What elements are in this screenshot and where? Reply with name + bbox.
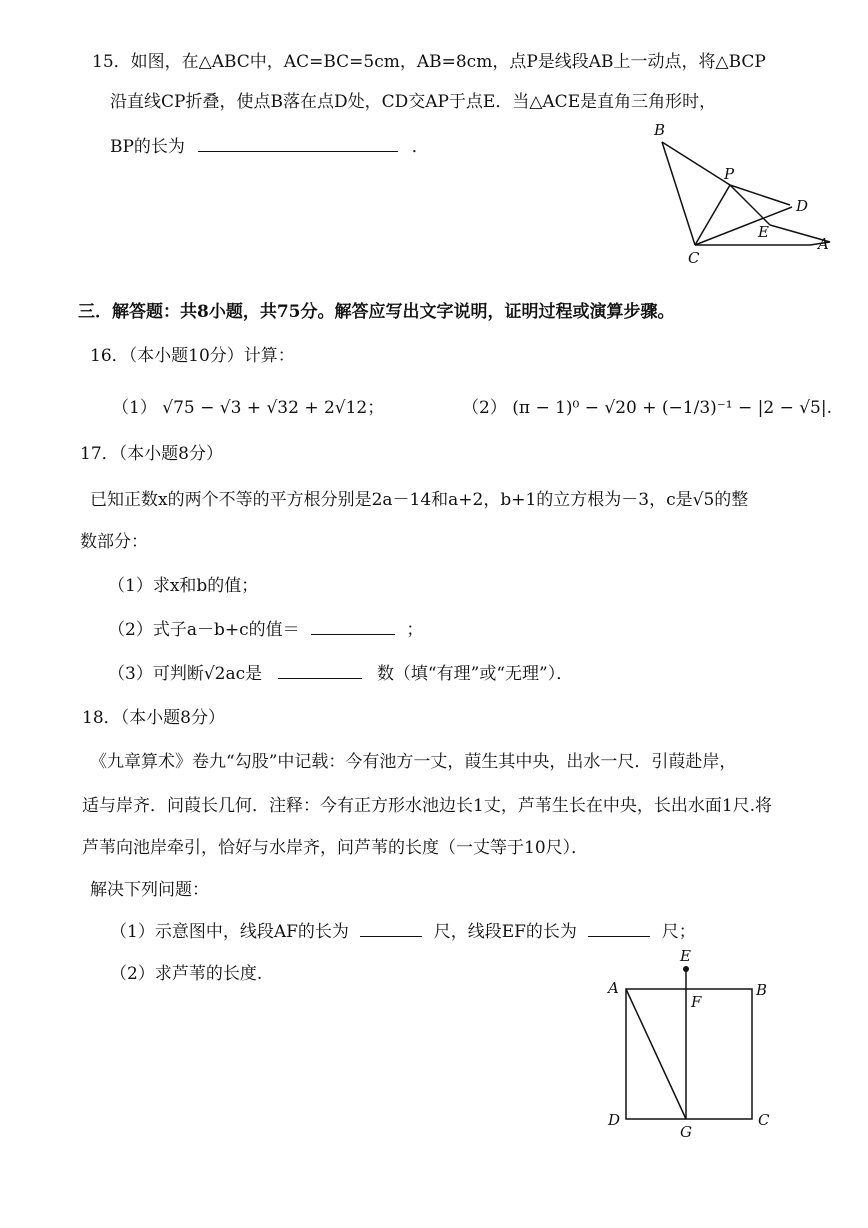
q16-part2-expr: (π − 1)⁰ − √20 + (−1/3)⁻¹ − |2 − √5|. [512, 398, 833, 418]
q16-title [90, 344, 295, 368]
q17-part2-blank[interactable] [311, 616, 395, 635]
q17-part2-suffix: ； [406, 620, 424, 640]
q18-part2 [110, 962, 262, 986]
q15-answer-blank[interactable] [198, 133, 398, 152]
q18-title-text: 18．（本小题8分） [82, 708, 225, 728]
q15-line3 [110, 133, 429, 159]
q16-part2-label: （2） [462, 398, 507, 418]
q16-part1-expr: √75 − √3 + √32 + 2√12； [162, 398, 385, 418]
q18-stem-line2-text: 适与岸齐．问葭长几何．注释：今有正方形水池边长1丈，芦苇生长在中央，长出水面1尺.将 [82, 796, 773, 816]
q18-label-C: C [758, 1111, 770, 1129]
q15-line2-text: 沿直线CP折叠，使点B落在点D处，CD交AP于点E．当△ACE是直角三角形时， [110, 92, 717, 112]
q15-label-D: D [796, 197, 809, 215]
q17-title-text: 17．（本小题8分） [80, 444, 223, 464]
q18-solve-prompt-text: 解决下列问题： [90, 880, 209, 900]
q16-title-text: 16．（本小题10分）计算： [90, 346, 295, 366]
q18-part1 [110, 918, 696, 944]
q18-part1-suffix: 尺； [661, 922, 696, 942]
q15-line1-text: 15．如图，在△ABC中，AC=BC=5cm，AB=8cm，点P是线段AB上一动点，将△BCP [92, 52, 766, 72]
q16-part1 [112, 396, 384, 420]
q18-part1-prefix: （1）示意图中，线段AF的长为 [110, 922, 349, 942]
q17-stem-line2-text: 数部分： [80, 532, 148, 552]
q18-part1-mid: 尺，线段EF的长为 [433, 922, 577, 942]
q15-label-P: P [724, 165, 735, 183]
q15-label-A: A [818, 235, 829, 253]
q18-af-blank[interactable] [360, 918, 422, 937]
q15-figure [640, 115, 840, 275]
q17-part3 [108, 660, 573, 686]
q17-part2 [108, 616, 423, 642]
q15-label-E: E [758, 223, 769, 241]
section3-heading-text: 三．解答题：共8小题，共75分。解答应写出文字说明，证明过程或演算步骤。 [78, 302, 675, 322]
q18-label-A: A [608, 979, 619, 997]
q18-stem-line2 [82, 794, 772, 818]
q18-stem-line3 [82, 836, 588, 860]
q18-title [82, 706, 225, 730]
q18-label-D: D [608, 1111, 621, 1129]
q17-part2-prefix: （2）式子a－b+c的值＝ [108, 620, 300, 640]
q17-stem-line1-text: 已知正数x的两个不等的平方根分别是2a－14和a+2，b+1的立方根为－3，c是√5的整 [90, 490, 749, 510]
q17-stem-line1 [90, 488, 748, 512]
q18-ef-blank[interactable] [588, 918, 650, 937]
q17-part1 [108, 574, 258, 598]
q18-label-F: F [691, 993, 702, 1011]
q18-label-B: B [756, 981, 768, 999]
q17-title [80, 442, 223, 466]
q18-stem-line1-text: 《九章算术》卷九“勾股”中记载：今有池方一丈，葭生其中央，出水一尺．引葭赴岸， [90, 752, 737, 772]
q17-part3-suffix: 数（填“有理”或“无理”）． [376, 664, 574, 684]
section3-heading [78, 300, 674, 324]
q18-stem-line1 [90, 750, 736, 774]
q17-part3-blank[interactable] [278, 660, 362, 679]
q18-part2-text: （2）求芦苇的长度. [110, 964, 263, 984]
q15-label-C: C [688, 249, 700, 267]
q17-part1-text: （1）求x和b的值； [108, 576, 259, 596]
q16-part1-label: （1） [112, 398, 157, 418]
q15-line2 [110, 90, 716, 114]
q16-part2 [462, 396, 832, 420]
q17-stem-line2 [80, 530, 148, 554]
q15-label-B: B [654, 121, 666, 139]
q18-label-E: E [680, 947, 691, 965]
q15-answer-prefix: BP的长为 [110, 137, 185, 157]
q18-label-G: G [680, 1123, 692, 1141]
q18-stem-line3-text: 芦苇向池岸牵引，恰好与水岸齐，问芦苇的长度（一丈等于10尺）． [82, 838, 589, 858]
q17-part3-prefix: （3）可判断√2ac是 [108, 664, 263, 684]
q18-figure [600, 945, 790, 1145]
q15-answer-suffix: ． [411, 137, 429, 157]
q15-line1 [92, 50, 766, 74]
q18-solve-prompt [90, 878, 209, 902]
